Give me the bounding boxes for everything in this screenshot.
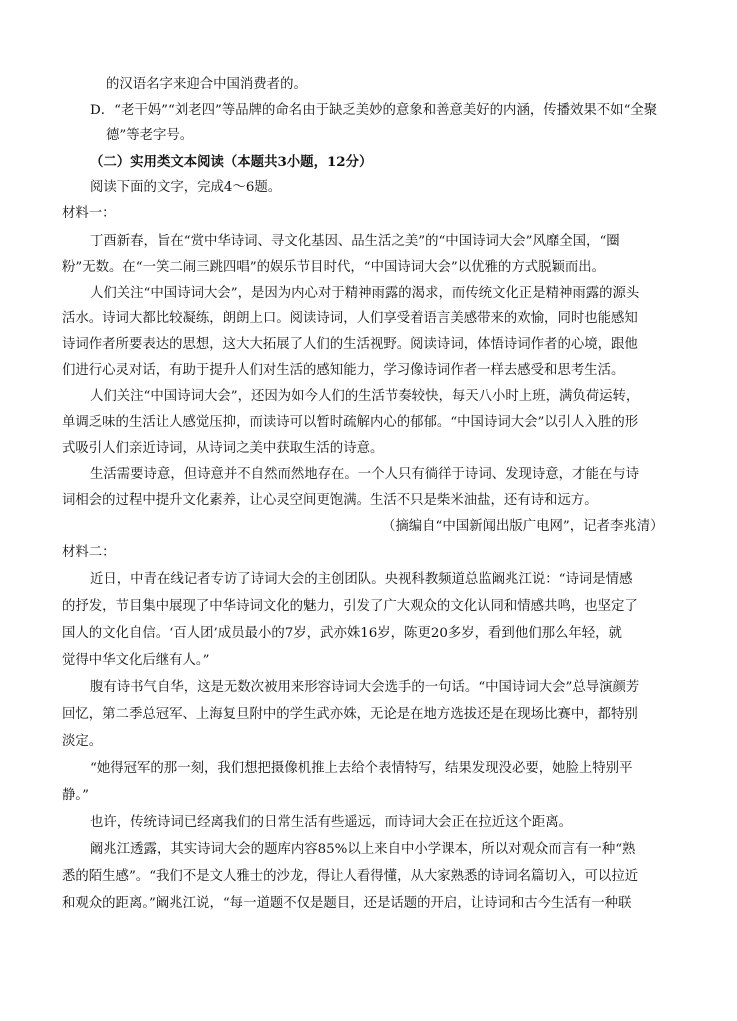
- material2-p3-line: 静。”: [62, 788, 89, 803]
- material2-p5-line: 悉的陌生感”。“我们不是文人雅士的沙龙，得让人看得懂，从大家熟悉的诗词名篇切入，可以拉近: [62, 869, 639, 884]
- material1-p3-line: 人们关注“中国诗词大会”，还因为如今人们的生活节奏较快，每天八小时上班，满负荷运转，: [90, 389, 640, 404]
- material2-p3-line: “她得冠军的那一刻，我们想把摄像机推上去给个表情特写，结果发现没必要，她脸上特别平: [90, 761, 633, 776]
- material2-label: 材料二：: [62, 545, 116, 560]
- material1-p3-line: 单调乏味的生活让人感觉压抑，而读诗可以暂时疏解内心的郁郁。“中国诗词大会”以引人入胜的形: [62, 415, 639, 430]
- material2-p2-line: 回忆，第二季总冠军、上海复旦附中的学生武亦姝，无论是在地方选拔还是在现场比赛中，都特别: [62, 707, 638, 722]
- material2-p1-line: 近日，中青在线记者专访了诗词大会的主创团队。央视科教频道总监阚兆江说：“诗词是情感: [90, 572, 633, 587]
- section-instruction: 阅读下面的文字，完成4～6题。: [90, 180, 282, 195]
- material1-p2-line: 活水。诗词大都比较凝练，朗朗上口。阅读诗词，人们享受着语言美感带来的欢愉，同时也能感知: [62, 311, 638, 326]
- material1-p2-line: 诗词作者所要表达的思想，这大大拓展了人们的生活视野。阅读诗词，体悟诗词作者的心境，跟他: [62, 337, 638, 352]
- material1-label: 材料一：: [62, 206, 116, 221]
- material1-p3-line: 式吸引人们亲近诗词，从诗词之美中获取生活的诗意。: [62, 441, 384, 456]
- material2-p5-line: 和观众的距离。”阚兆江说，“每一道题不仅是题目，还是话题的开启，让诗词和古今生活有一种联: [62, 896, 632, 911]
- material2-p1-line: 国人的文化自信。‘百人团’成员最小的7岁，武亦姝16岁，陈更20多岁，看到他们那么年轻，就: [62, 626, 622, 641]
- material1-p2-line: 们进行心灵对话，有助于提升人们对生活的感知能力，学习像诗词作者一样去感受和思考生活。: [62, 363, 625, 378]
- material1-p4-line: 词相会的过程中提升文化素养，让心灵空间更饱满。生活不只是柴米油盐，还有诗和远方。: [62, 493, 598, 508]
- material2-p2-line: 腹有诗书气自华，这是无数次被用来形容诗词大会选手的一句话。“中国诗词大会”总导演颜芳: [90, 680, 640, 695]
- material1-source: （摘编自“中国新闻出版广电网”，记者李兆清）: [382, 519, 664, 534]
- material1-p1-line: 粉”无数。在“一笑二闹三跳四唱”的娱乐节目时代，“中国诗词大会”以优雅的方式脱颖而出。: [62, 260, 606, 275]
- material2-p2-line: 淡定。: [62, 734, 103, 749]
- section-heading: （二）实用类文本阅读（本题共3小题，12分）: [90, 154, 373, 170]
- option-c-tail: 的汉语名字来迎合中国消费者的。: [106, 77, 307, 92]
- material1-p4-line: 生活需要诗意，但诗意并不自然而然地存在。一个人只有徜徉于诗词、发现诗意，才能在与诗: [90, 467, 640, 482]
- material2-p1-line: 的抒发，节目集中展现了中华诗词文化的魅力，引发了广大观众的文化认同和情感共鸣，也坚定了: [62, 599, 638, 614]
- material2-p1-line: 觉得中华文化后继有人。”: [62, 653, 210, 668]
- option-d-line1: D．“老干妈”“刘老四”等品牌的命名由于缺乏美妙的意象和善意美好的内涵，传播效果不如“全聚: [90, 103, 658, 118]
- material1-p2-line: 人们关注“中国诗词大会”，是因为内心对于精神雨露的渴求，而传统文化正是精神雨露的源头: [90, 286, 640, 301]
- material2-p4-line: 也许，传统诗词已经离我们的日常生活有些遥远，而诗词大会正在拉近这个距离。: [90, 815, 573, 830]
- option-d-line2: 德”等老字号。: [106, 128, 194, 143]
- material2-p5-line: 阚兆江透露，其实诗词大会的题库内容85%以上来自中小学课本，所以对观众而言有一种“熟: [90, 842, 636, 857]
- material1-p1-line: 丁酉新春，旨在“赏中华诗词、寻文化基因、品生活之美”的“中国诗词大会”风靡全国，“圈: [90, 234, 620, 249]
